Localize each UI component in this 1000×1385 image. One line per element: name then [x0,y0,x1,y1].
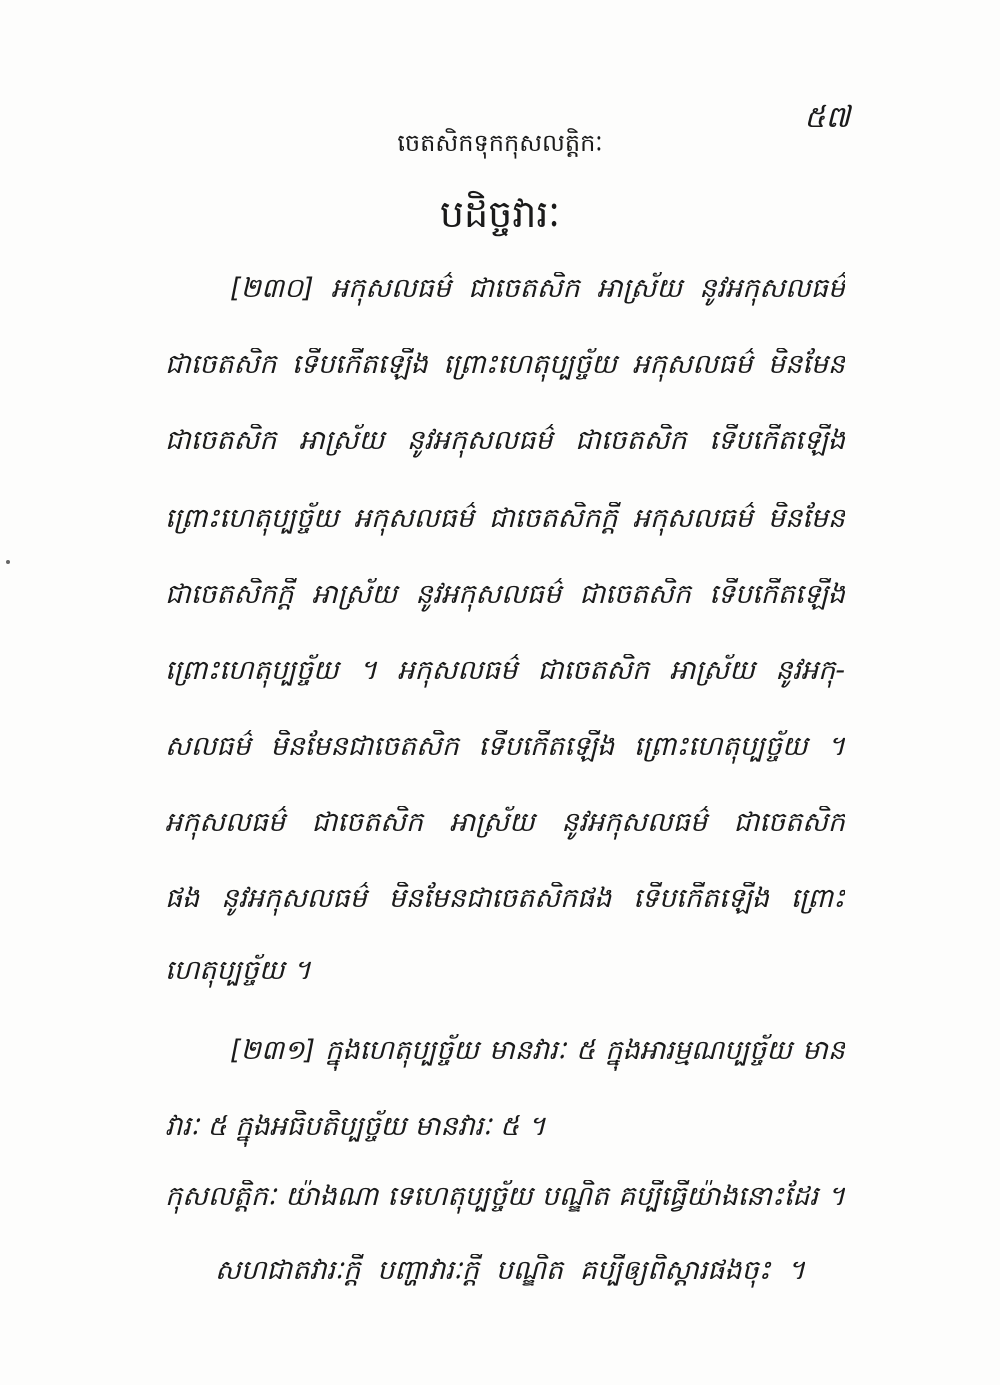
paragraph-230-line: ជាចេតសិក ទើបកើតឡើង ព្រោះហេតុប្បច្ច័យ អកុសលធម៌ មិនមែន [165,349,845,380]
paragraph-230-line: [២៣០] អកុសលធម៌ ជាចេតសិក អាស្រ័យ នូវអកុសលធម៌ [230,273,845,304]
paragraph-230-line: ព្រោះហេតុប្បច្ច័យ ។ អកុសលធម៌ ជាចេតសិក អាស្រ័យ នូវអកុ- [165,655,845,686]
scan-speck [6,560,10,564]
paragraph-231-line: [២៣១] ក្នុងហេតុប្បច្ច័យ មានវារៈ ៥ ក្នុងអារម្មណប្បច្ច័យ មាន [230,1035,845,1066]
paragraph-230-line: ជាចេតសិកក្តី អាស្រ័យ នូវអកុសលធម៌ ជាចេតសិក ទើបកើតឡើង [165,579,845,610]
paragraph-230-line: ជាចេតសិក អាស្រ័យ នូវអកុសលធម៌ ជាចេតសិក ទើបកើតឡើង [165,425,845,456]
paragraph-230-line: ព្រោះហេតុប្បច្ច័យ អកុសលធម៌ ជាចេតសិកក្តី អកុសលធម៌ មិនមែន [165,503,845,534]
paragraph-230-line: ផង នូវអកុសលធម៌ មិនមែនជាចេតសិកផង ទើបកើតឡើង ព្រោះ [165,883,845,914]
paragraph-231-line: វារៈ ៥ ក្នុងអធិបតិប្បច្ច័យ មានវារៈ ៥ ។ [165,1111,546,1142]
paragraph-230-line: អកុសលធម៌ ជាចេតសិក អាស្រ័យ នូវអកុសលធម៌ ជាចេតសិក [165,807,845,838]
paragraph-230-line: ហេតុប្បច្ច័យ ។ [165,955,311,986]
paragraph-230-line: សលធម៌ មិនមែនជាចេតសិក ទើបកើតឡើង ព្រោះហេតុប្បច្ច័យ ។ [165,731,845,762]
page-number: ៥៧ [804,100,850,135]
note-line: កុសលត្តិកៈ យ៉ាងណា ទេហេតុប្បច្ច័យ បណ្ឌិត គប្បីធ្វើយ៉ាងនោះដែរ ។ [165,1181,845,1212]
running-title: ចេតសិកទុកកុសលត្តិកៈ [397,129,603,157]
note-line: សហជាតវារៈក្តី បញ្ហាវារៈក្តី បណ្ឌិត គប្បីឲ្យពិស្តារផងចុះ ។ [215,1255,805,1286]
section-title: បដិច្ចវារៈ [439,192,561,236]
